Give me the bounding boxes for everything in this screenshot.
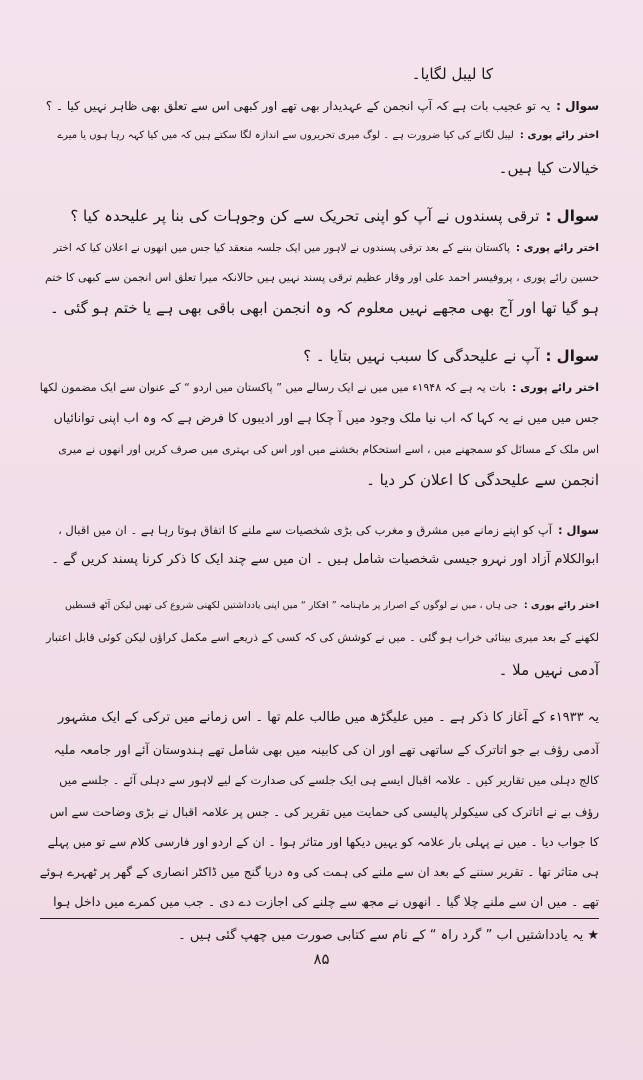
- answer-label: اختر رائے پوری :: [519, 130, 599, 141]
- text-line: کا لیبل لگایا۔: [411, 65, 493, 83]
- answer-line: [57, 126, 599, 146]
- text-line: ہی متاثر تھا ۔ تقریر سننے کے بعد ان سے ملنے کی ہمت کی وہ دریا گنج میں ڈاکٹر انصاری کے گھر پر ٹھہرے ہوئے: [39, 865, 599, 879]
- question-label: سوال :: [545, 207, 599, 225]
- text-line: اس ملک کے مسائل کو سمجھنے میں ، اسے استحکام بخشنے میں اور اس کی بہتری میں صرف کریں اور انھوں نے میری: [58, 443, 599, 456]
- text-line: ابوالکلام آزاد اور نہرو جیسی شخصیات شامل ہیں ۔ ان میں سے چند ایک کا ذکر کرنا پسند کریں گے ۔: [51, 552, 599, 567]
- page-number: ۸۵: [313, 950, 330, 968]
- text-line: یہ تو عجیب بات ہے کہ آپ انجمن کے عہدیدار بھی تھے اور کبھی اس سے تعلق بھی ظاہر نہیں کیا ۔ ؟: [45, 99, 551, 113]
- text-line: ترقی پسندوں نے آپ کو اپنی تحریک سے کن وجوہات کی بنا پر علیحدہ کیا ؟: [70, 207, 540, 225]
- text-line: انجمن سے علیحدگی کا اعلان کر دیا ۔: [366, 471, 599, 489]
- question-line: [58, 520, 599, 540]
- question-label: سوال :: [545, 347, 599, 365]
- text-line: لیبل لگانے کی کیا ضرورت ہے ۔ لوگ میری تحریروں سے اندازہ لگا سکتے ہیں کہ میں کیا کہہ رہا ہوں یا میرے: [57, 130, 514, 141]
- answer-label: اختر رائے پوری :: [523, 600, 599, 611]
- text-line: آپ کو اپنے زمانے میں مشرق و مغرب کی بڑی شخصیات سے ملنے کا اتفاق ہوتا رہا ہے ۔ ان میں اقبال ،: [58, 523, 552, 537]
- text-line: لکھنے کے بعد میری بینائی خراب ہو گئی ۔ میں نے کوشش کی کہ کسی کے ذریعے اسے مکمل کراؤں لیکن کوئی قابل اعتبار: [46, 631, 599, 644]
- question-label: سوال :: [557, 523, 599, 537]
- text-line: تھے ۔ میں ان سے ملنے چلا گیا ۔ انھوں نے مجھ سے چلنے کی اجازت دے دی ۔ جب میں کمرے میں داخل ہوا: [53, 894, 599, 909]
- text-line: آدمی نہیں ملا ۔: [498, 661, 599, 679]
- text-line: حسین رائے پوری ، پروفیسر احمد علی اور وقار عظیم ترقی پسند نہیں ہیں حالانکہ میرا تعلق اس انجمن سے کبھی کا ختم: [44, 271, 599, 284]
- text-line: رؤف بے نے اتاترک کی سیکولر پالیسی کی حمایت میں تقریر کی ۔ جس پر علامہ اقبال نے بڑی وضاحت سے اس: [49, 805, 599, 819]
- text-line: خیالات کیا ہیں۔: [498, 159, 599, 177]
- footnote-divider: [40, 918, 599, 919]
- text-line: جس میں میں نے یہ کہا کہ اب نیا ملک وجود میں آ چکا ہے اور ادیبوں کا فرض ہے کہ وہ اب اپنی توانائیاں: [53, 410, 599, 425]
- text-line: پاکستان بننے کے بعد ترقی پسندوں نے لاہور میں ایک جلسہ منعقد کیا جس میں انھوں نے اعلان کیا کہ اختر: [53, 242, 510, 254]
- text-line: آدمی رؤف بے جو اتاترک کے ساتھی تھے اور ان کی کابینہ میں بھی شامل تھے ہندوستان آئے اور جامعہ ملیہ: [53, 742, 599, 757]
- text-line: جی ہاں ، میں نے لوگوں کے اصرار پر ماہنامہ ” افکار “ میں اپنی یادداشتیں لکھنی شروع کی تھیں لیکن آٹھ قسطیں: [65, 600, 518, 611]
- answer-line: [40, 378, 599, 398]
- answer-label: اختر رائے پوری :: [515, 242, 599, 254]
- answer-line: [65, 596, 599, 616]
- question-line: [70, 206, 599, 226]
- question-label: سوال :: [556, 99, 599, 113]
- text-line: کالج دہلی میں تقاریر کیں ۔ علامہ اقبال ایسے ہی ایک جلسے کی صدارت کے لیے لاہور سے دہلی آئے ۔ جلسے میں: [59, 773, 599, 787]
- text-line: بات یہ ہے کہ ۱۹۴۸ء میں میں نے ایک رسالے میں ” پاکستان میں اردو “ کے عنوان سے ایک مضمون لکھا: [39, 381, 506, 394]
- text-line: آپ نے علیحدگی کا سبب نہیں بتایا ۔ ؟: [303, 347, 540, 365]
- text-line: یہ ۱۹۳۳ء کے آغاز کا ذکر ہے ۔ میں علیگڑھ میں طالب علم تھا ۔ اس زمانے میں ترکی کے ایک مشہور: [58, 710, 599, 725]
- text-line: ہو گیا تھا اور آج بھی مجھے نہیں معلوم کہ وہ انجمن ابھی باقی بھی ہے یا ختم ہو گئی ۔: [50, 299, 599, 317]
- answer-line: [53, 238, 599, 258]
- footnote: ★ یہ یادداشتیں اب ” گرد راہ “ کے نام سے کتابی صورت میں چھپ گئی ہیں ۔: [178, 928, 599, 943]
- answer-label: اختر رائے پوری :: [511, 381, 599, 394]
- text-line: کا جواب دیا ۔ میں نے پہلی بار علامہ کو یہیں دیکھا اور متاثر ہوا ۔ ان کے اردو اور فارسی کلام سے تو میں پہلے: [47, 835, 599, 849]
- question-line: [303, 346, 599, 366]
- question-line: [46, 96, 599, 116]
